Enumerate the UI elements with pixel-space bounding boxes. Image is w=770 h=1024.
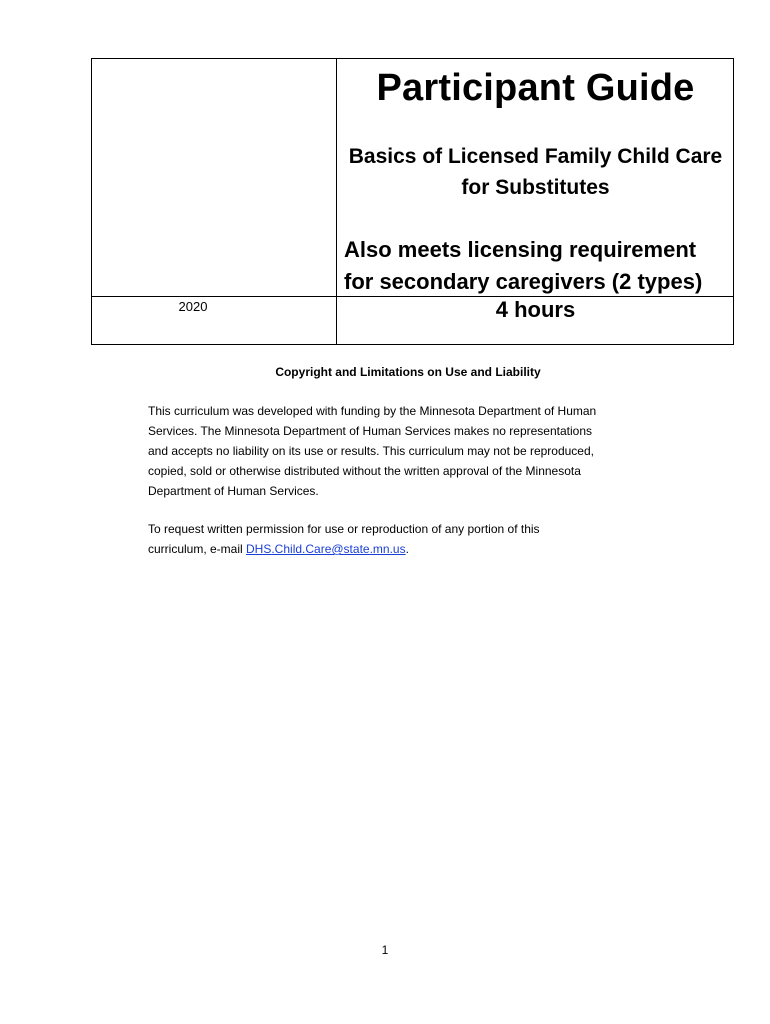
page-number: 1 — [381, 943, 389, 957]
paragraph-line: and accepts no liability on its use or results. This curriculum may not be reproduced, — [148, 444, 594, 458]
guide-subtitle — [337, 141, 734, 203]
email-prefix-text: curriculum, e-mail — [148, 542, 247, 556]
paragraph-line: Services. The Minnesota Department of Human Services makes no representations — [148, 424, 592, 438]
publication-year: 2020 — [178, 299, 208, 314]
licensing-requirement-note — [344, 234, 734, 298]
funding-paragraph — [148, 401, 648, 501]
subtitle-line-2: for Substitutes — [461, 176, 610, 199]
email-link[interactable]: DHS.Child.Care@state.mn.us — [246, 542, 406, 556]
paragraph-line: This curriculum was developed with funding by the Minnesota Department of Human — [148, 404, 597, 418]
duration-hours: 4 hours — [495, 297, 576, 322]
subtitle-line-1: Basics of Licensed Family Child Care — [348, 145, 723, 168]
copyright-heading: Copyright and Limitations on Use and Liability — [275, 365, 541, 379]
permission-paragraph — [148, 519, 648, 559]
guide-title: Participant Guide — [376, 67, 695, 109]
paragraph-line-with-email — [148, 539, 648, 559]
requirement-line-2: for secondary caregivers (2 types) — [344, 269, 703, 294]
paragraph-line: Department of Human Services. — [148, 484, 319, 498]
email-suffix-text: . — [405, 542, 409, 556]
requirement-line-1: Also meets licensing requirement — [344, 237, 697, 262]
cover-table — [91, 58, 734, 345]
paragraph-line: copied, sold or otherwise distributed without the written approval of the Minnesota — [148, 464, 581, 478]
paragraph-line: To request written permission for use or reproduction of any portion of this — [148, 522, 540, 536]
